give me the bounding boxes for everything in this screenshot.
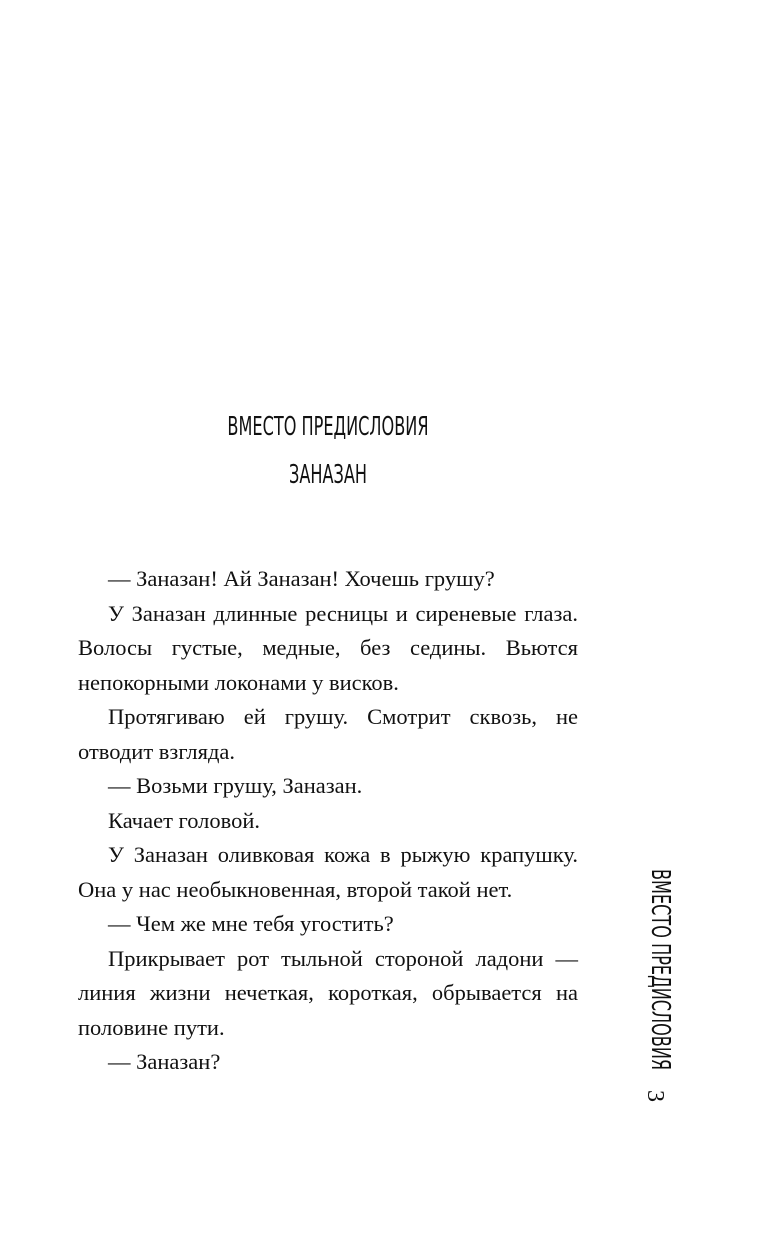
chapter-title-line2: ЗАНАЗАН [288,460,368,490]
paragraph-1: — Заназан! Ай Заназан! Хочешь грушу? [108,566,495,591]
paragraph-2: У Заназан длинные ресницы и сиреневые глаза. Волосы густые, медные, без седины. Вьются непокорными локонами у висков. [78,600,578,695]
paragraph-4: — Возьми грушу, Заназан. [108,773,363,798]
running-header: ВМЕСТО ПРЕДИСЛОВИЯ [645,869,675,1071]
paragraph-3: Протягиваю ей грушу. Смотрит сквозь, не отводит взгляда. [78,704,578,764]
paragraph-9: — Заназан? [108,1049,221,1074]
page-number: 3 [642,1090,668,1102]
paragraph-6: У Заназан оливковая кожа в рыжую крапушку. Она у нас необыкновенная, второй такой нет. [78,842,578,902]
chapter-title-line1: ВМЕСТО ПРЕДИСЛОВИЯ [227,412,429,442]
paragraph-7: — Чем же мне тебя угостить? [108,911,394,936]
paragraph-8: Прикрывает рот тыльной стороной ладони — линия жизни нечеткая, короткая, обрывается на половине пути. [78,945,578,1040]
paragraph-5: Качает головой. [108,807,261,833]
text-body [78,562,578,1080]
